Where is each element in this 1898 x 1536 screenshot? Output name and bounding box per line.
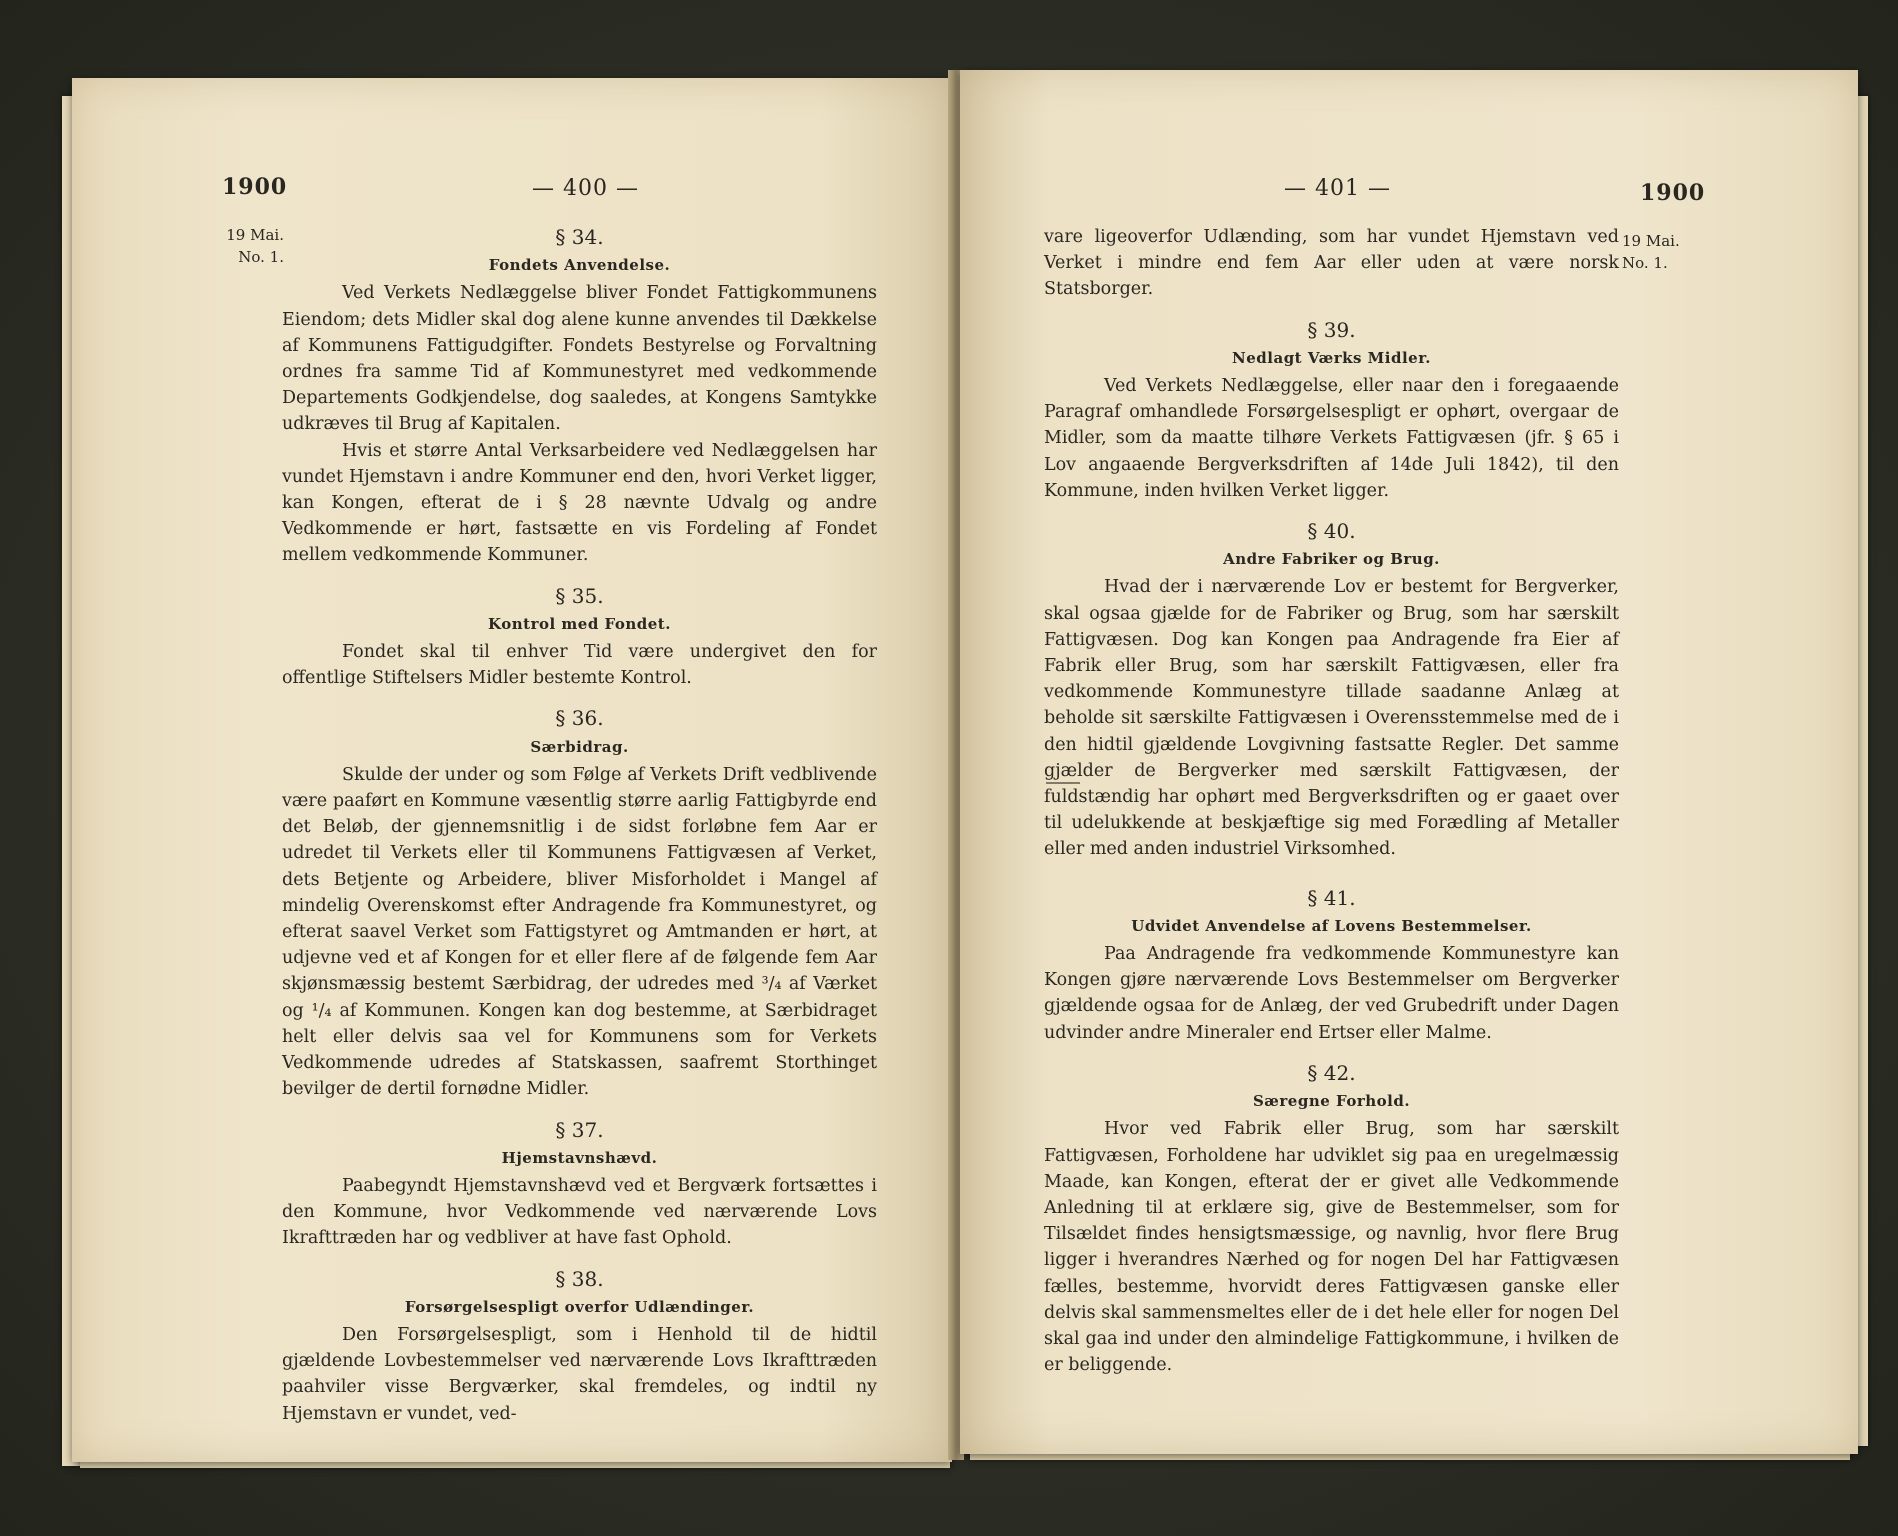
section-heading: Særegne Forhold. — [1252, 1092, 1411, 1111]
section-number: § 35. — [555, 583, 604, 608]
left-page-number: — 400 — — [532, 176, 639, 201]
paragraph: Paabegyndt Hjemstavnshævd ved et Bergværk fortsættes i den Kommune, hvor Vedkommende ved nærværende Lovs Ikrafttræden har og vedbliver at have fast Ophold. — [282, 1175, 877, 1249]
left-margin-no: No. 1. — [238, 248, 284, 266]
paragraph: Fondet skal til enhver Tid være undergivet den for offentlige Stiftelsers Midler bestemte Kontrol. — [282, 642, 877, 689]
section-heading: Fondets Anvendelse. — [488, 256, 671, 275]
section-heading: Forsørgelsespligt overfor Udlændinger. — [404, 1297, 755, 1316]
section-35 — [282, 583, 877, 692]
section-42 — [1044, 1060, 1619, 1378]
right-page-number: — 401 — — [1284, 176, 1391, 201]
left-year: 1900 — [222, 174, 288, 200]
ink-mark — [1046, 782, 1080, 784]
section-heading: Nedlagt Værks Midler. — [1232, 348, 1431, 367]
paragraph: Hvor ved Fabrik eller Brug, som har særskilt Fattigvæsen, Forholdene har udviklet sig paa en uregelmæssig Maade, kan Kongen, efterat der er givet alle Vedkommende Anledning til at erklære sig, give de Bestemmelser, som for Tilsældet findes hensigtsmæssige, og navnlig, hvor flere Brug ligger i hverandres Nærhed og for nogen Del har Fattigvæsen fælles, bestemme, hvorvidt deres Fattigvæsen ganske eller delvis skal sammensmeltes eller de i det hele eller for nogen Del skal gaa ind under den almindelige Fattigkommune, i hvilken de er beliggende. — [1044, 1119, 1619, 1376]
left-margin-date: 19 Mai. — [226, 226, 284, 244]
section-38 — [282, 1266, 877, 1427]
section-number: § 37. — [555, 1117, 604, 1142]
paragraph: Ved Verkets Nedlæggelse, eller naar den i foregaaende Paragraf omhandlede Forsørgelsespligt er ophørt, overgaar de Midler, som da maatte tilhøre Verkets Fattigvæsen (jfr. § 65 i Lov angaaende Bergverksdriften af 14de Juli 1842), til den Kommune, inden hvilken Verket ligger. — [1044, 376, 1619, 501]
paragraph: Paa Andragende fra vedkommende Kommunestyre kan Kongen gjøre nærværende Lovs Bestemmelser om Bergverker gjældende ogsaa for de Anlæg, der ved Grubedrift under Dagen udvinder andre Mineraler end Ertser eller Malme. — [1044, 944, 1619, 1043]
right-page — [960, 70, 1858, 1454]
section-number: § 38. — [555, 1266, 604, 1291]
right-margin-note — [1622, 230, 1704, 274]
section-number: § 41. — [1307, 885, 1356, 910]
section-number: § 34. — [555, 225, 604, 249]
section-number: § 36. — [555, 706, 604, 731]
section-40 — [1044, 518, 1619, 863]
left-margin-note — [204, 224, 284, 268]
right-year: 1900 — [1640, 180, 1706, 206]
section-heading: Hjemstavnshævd. — [501, 1148, 658, 1167]
left-page — [72, 78, 952, 1462]
continuation-paragraph: vare ligeoverfor Udlænding, som har vundet Hjemstavn ved Verket i mindre end fem Aar eller uden at være norsk Statsborger. — [1044, 227, 1619, 300]
section-number: § 42. — [1307, 1060, 1356, 1085]
paragraph: Hvad der i nærværende Lov er bestemt for Bergverker, skal ogsaa gjælde for de Fabriker og Brug, som har særskilt Fattigvæsen. Dog kan Kongen paa Andragende fra Eier af Fabrik eller Brug, som har særskilt Fattigvæsen, eller fra vedkommende Kommunestyre tillade saadanne Anlæg at beholde sit særskilte Fattigvæsen i Overensstemmelse med de i den hidtil gjældende Lovgivning fastsatte Regler. Det samme gjælder de Bergverker med særskilt Fattigvæsen, der fuldstændig har ophørt med Bergverksdriften og er gaaet over til udelukkende at beskjæftige sig med Forædling af Metaller eller med anden industriel Virksomhed. — [1044, 577, 1619, 860]
section-heading: Kontrol med Fondet. — [488, 614, 671, 633]
right-text-column — [1044, 224, 1619, 1378]
section-36 — [282, 705, 877, 1102]
section-heading: Andre Fabriker og Brug. — [1223, 550, 1440, 569]
section-41 — [1044, 885, 1619, 1046]
section-number: § 39. — [1307, 317, 1356, 342]
section-34 — [282, 224, 877, 569]
paragraph: Den Forsørgelsespligt, som i Henhold til de hidtil gjældende Lovbestemmelser ved nærværende Lovs Ikrafttræden paahviler visse Bergværker, skal fremdeles, og indtil ny Hjemstavn er vundet, ved- — [282, 1324, 877, 1424]
right-margin-no: No. 1. — [1622, 254, 1668, 272]
paragraph: Skulde der under og som Følge af Verkets Drift vedblivende være paaført en Kommune væsentlig større aarlig Fattigbyrde end det Beløb, der gjennemsnitlig i de sidst forløbne fem Aar er udredet til Verkets eller til Kommunens Fattigvæsen af Verket, dets Betjente og Arbeidere, bliver Misforholdet i Mangel af mindelig Overenskomst efter Andragende fra Kommunestyret, og efterat saavel Verket som Fattigstyret og Amtmanden er hørt, at udjevne ved et af Kongen for et eller flere af de følgende fem Aar skjønsmæssig bestemt Særbidrag, der udredes med ³/₄ af Værket og ¹/₄ af Kommunen. Kongen kan dog bestemme, at Særbidraget helt eller delvis saa vel for Kommunens som for Verkets Vedkommende udredes af Statskassen, saafremt Storthinget bevilger de dertil fornødne Midler. — [282, 764, 877, 1100]
section-heading: Udvidet Anvendelse af Lovens Bestemmelser. — [1131, 916, 1532, 935]
section-number: § 40. — [1307, 519, 1356, 544]
section-heading: Særbidrag. — [530, 737, 629, 756]
paragraph: Ved Verkets Nedlæggelse bliver Fondet Fattigkommunens Eiendom; dets Midler skal dog alene kunne anvendes til Dækkelse af Kommunens Fattigudgifter. Fondets Bestyrelse og Forvaltning ordnes fra samme Tid af Kommunestyret med vedkommende Departements Godkjendelse, dog saaledes, at Kongens Samtykke udkræves til Brug af Kapitalen. — [282, 283, 877, 435]
section-37 — [282, 1117, 877, 1252]
paragraph: Hvis et større Antal Verksarbeidere ved Nedlæggelsen har vundet Hjemstavn i andre Kommuner end den, hvori Verket ligger, kan Kongen, efterat de i § 28 nævnte Udvalg og andre Vedkommende er hørt, fastsætte en vis Fordeling af Fondet mellem vedkommende Kommuner. — [282, 440, 877, 566]
left-text-column — [282, 224, 877, 1427]
section-39 — [1044, 317, 1619, 504]
right-margin-date: 19 Mai. — [1622, 232, 1680, 250]
